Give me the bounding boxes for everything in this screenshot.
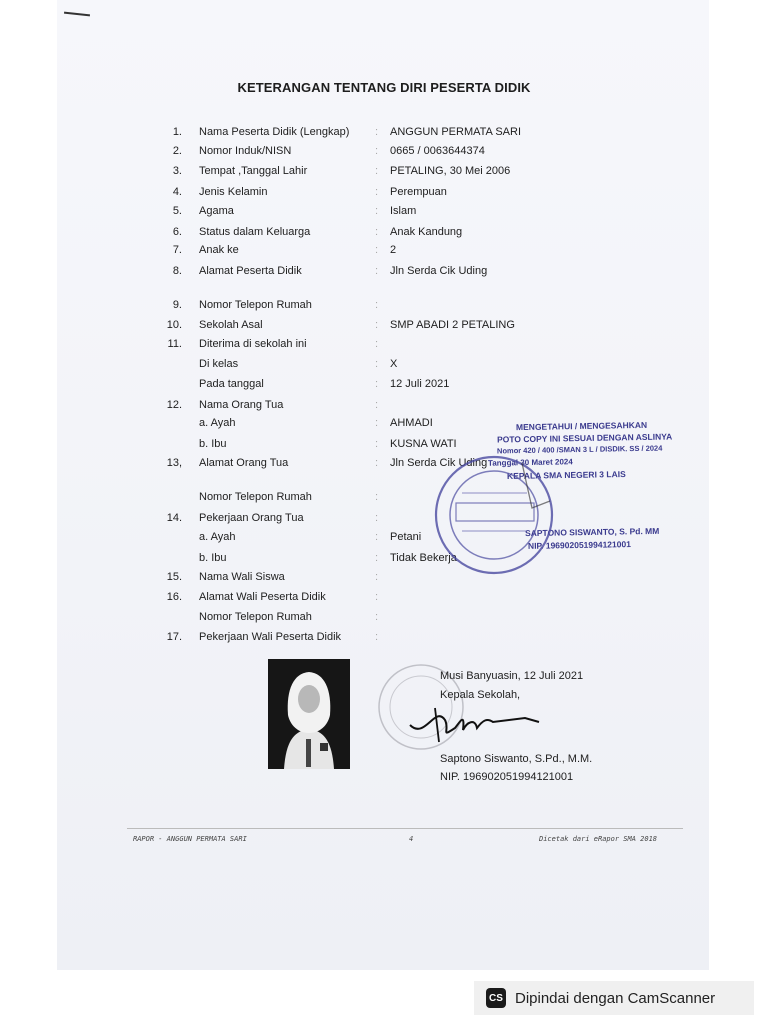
row-label: Status dalam Keluarga: [199, 226, 311, 238]
row-colon: :: [375, 378, 379, 390]
footer-left: RAPOR - ANGGUN PERMATA SARI: [133, 835, 247, 843]
row-colon: :: [375, 244, 379, 256]
footer-page-number: 4: [409, 835, 414, 843]
row-number: 7.: [172, 244, 182, 256]
stamp-line-2: POTO COPY INI SESUAI DENGAN ASLINYA: [496, 431, 673, 445]
row-label: Sekolah Asal: [199, 319, 263, 331]
row-label: Jenis Kelamin: [199, 186, 268, 198]
signature-role: Kepala Sekolah,: [440, 689, 521, 701]
row-value: Jln Serda Cik Uding: [390, 457, 488, 469]
stamp-line-4: Tanggal 30 Maret 2024: [487, 457, 573, 468]
row-value: Jln Serda Cik Uding: [390, 265, 488, 277]
footer-right: Dicetak dari eRapor SMA 2018: [539, 835, 658, 843]
row-colon: :: [375, 531, 379, 543]
camscanner-watermark: [474, 981, 754, 1015]
row-label: Nomor Telepon Rumah: [199, 491, 312, 503]
row-number: 8.: [172, 265, 182, 277]
row-label: Nama Peserta Didik (Lengkap): [199, 126, 350, 138]
row-colon: :: [375, 205, 379, 217]
row-value: SMP ABADI 2 PETALING: [390, 319, 515, 331]
row-colon: :: [375, 512, 379, 524]
row-colon: :: [375, 591, 379, 603]
signature-place-date: Musi Banyuasin, 12 Juli 2021: [440, 670, 584, 682]
row-label: Di kelas: [199, 358, 239, 370]
row-value: Petani: [390, 531, 422, 543]
row-colon: :: [375, 417, 379, 429]
camscanner-text: Dipindai dengan CamScanner: [515, 989, 716, 1007]
stamp-line-5: KEPALA SMA NEGERI 3 LAIS: [506, 468, 626, 482]
signature-name: Saptono Siswanto, S.Pd., M.M.: [440, 753, 593, 765]
row-label: Nomor Telepon Rumah: [199, 299, 312, 311]
stamp-line-7: NIP. 196902051994121001: [527, 539, 631, 551]
row-label: Alamat Wali Peserta Didik: [199, 591, 326, 603]
row-label: b. Ibu: [199, 552, 227, 564]
row-label: Nomor Telepon Rumah: [199, 611, 312, 623]
row-colon: :: [375, 145, 379, 157]
row-value: 2: [390, 244, 397, 256]
row-colon: :: [375, 631, 379, 643]
row-label: Nama Wali Siswa: [199, 571, 285, 583]
row-label: Nama Orang Tua: [199, 399, 284, 411]
row-label: Diterima di sekolah ini: [199, 338, 307, 350]
row-number: 16.: [166, 591, 182, 603]
row-value: Islam: [390, 205, 417, 217]
row-colon: :: [375, 611, 379, 623]
row-colon: :: [375, 299, 379, 311]
row-value: PETALING, 30 Mei 2006: [390, 165, 511, 177]
row-colon: :: [375, 226, 379, 238]
row-number: 4.: [172, 186, 182, 198]
row-label: Pekerjaan Wali Peserta Didik: [199, 631, 342, 643]
row-value: 12 Juli 2021: [390, 378, 450, 390]
row-label: Agama: [199, 205, 234, 217]
row-value: X: [390, 358, 398, 370]
row-value: ANGGUN PERMATA SARI: [390, 126, 522, 138]
camscanner-logo-icon: CS: [486, 988, 506, 1008]
school-seal-icon: [432, 453, 557, 578]
row-number: 14.: [166, 512, 182, 524]
row-value: Tidak Bekerja: [390, 552, 457, 564]
row-label: a. Ayah: [199, 417, 236, 429]
row-colon: :: [375, 319, 379, 331]
row-value: AHMADI: [390, 417, 433, 429]
row-colon: :: [375, 552, 379, 564]
row-colon: :: [375, 186, 379, 198]
row-label: Nomor Induk/NISN: [199, 145, 292, 157]
handwritten-signature-icon: [405, 700, 545, 745]
row-label: Pekerjaan Orang Tua: [199, 512, 304, 524]
row-label: a. Ayah: [199, 531, 236, 543]
student-photo: [268, 659, 350, 769]
footer-divider: [127, 828, 683, 829]
row-number: 12.: [166, 399, 182, 411]
row-label: b. Ibu: [199, 438, 227, 450]
row-number: 9.: [172, 299, 182, 311]
row-value: KUSNA WATI: [390, 438, 457, 450]
stamp-line-1: MENGETAHUI / MENGESAHKAN: [515, 419, 648, 433]
row-label: Anak ke: [199, 244, 239, 256]
document-title: KETERANGAN TENTANG DIRI PESERTA DIDIK: [237, 80, 531, 95]
row-colon: :: [375, 265, 379, 277]
row-number: 17.: [166, 631, 182, 643]
row-label: Alamat Peserta Didik: [199, 265, 302, 277]
row-value: Anak Kandung: [390, 226, 463, 238]
row-value: Perempuan: [390, 186, 447, 198]
row-label: Tempat ,Tanggal Lahir: [199, 165, 308, 177]
signature-nip: NIP. 196902051994121001: [440, 771, 574, 783]
row-label: Pada tanggal: [199, 378, 264, 390]
row-colon: :: [375, 571, 379, 583]
row-colon: :: [375, 399, 379, 411]
row-number: 15.: [166, 571, 182, 583]
stamp-line-6: SAPTONO SISWANTO, S. Pd. MM: [524, 525, 660, 539]
row-value: 0665 / 0063644374: [390, 145, 485, 157]
row-colon: :: [375, 358, 379, 370]
row-number: 3.: [172, 165, 182, 177]
row-colon: :: [375, 438, 379, 450]
row-number: 11.: [167, 338, 182, 350]
row-number: 13,: [166, 457, 182, 469]
row-number: 10.: [166, 319, 182, 331]
row-label: Alamat Orang Tua: [199, 457, 289, 469]
row-number: 6.: [172, 226, 182, 238]
row-colon: :: [375, 126, 379, 138]
stamp-line-3: Nomor 420 / 400 /SMAN 3 L / DISDIK. SS / 2024: [496, 443, 663, 456]
row-number: 2.: [172, 145, 182, 157]
row-colon: :: [375, 457, 379, 469]
row-number: 5.: [172, 205, 182, 217]
row-colon: :: [375, 165, 379, 177]
row-colon: :: [375, 491, 379, 503]
row-number: 1.: [172, 126, 182, 138]
row-colon: :: [375, 338, 379, 350]
